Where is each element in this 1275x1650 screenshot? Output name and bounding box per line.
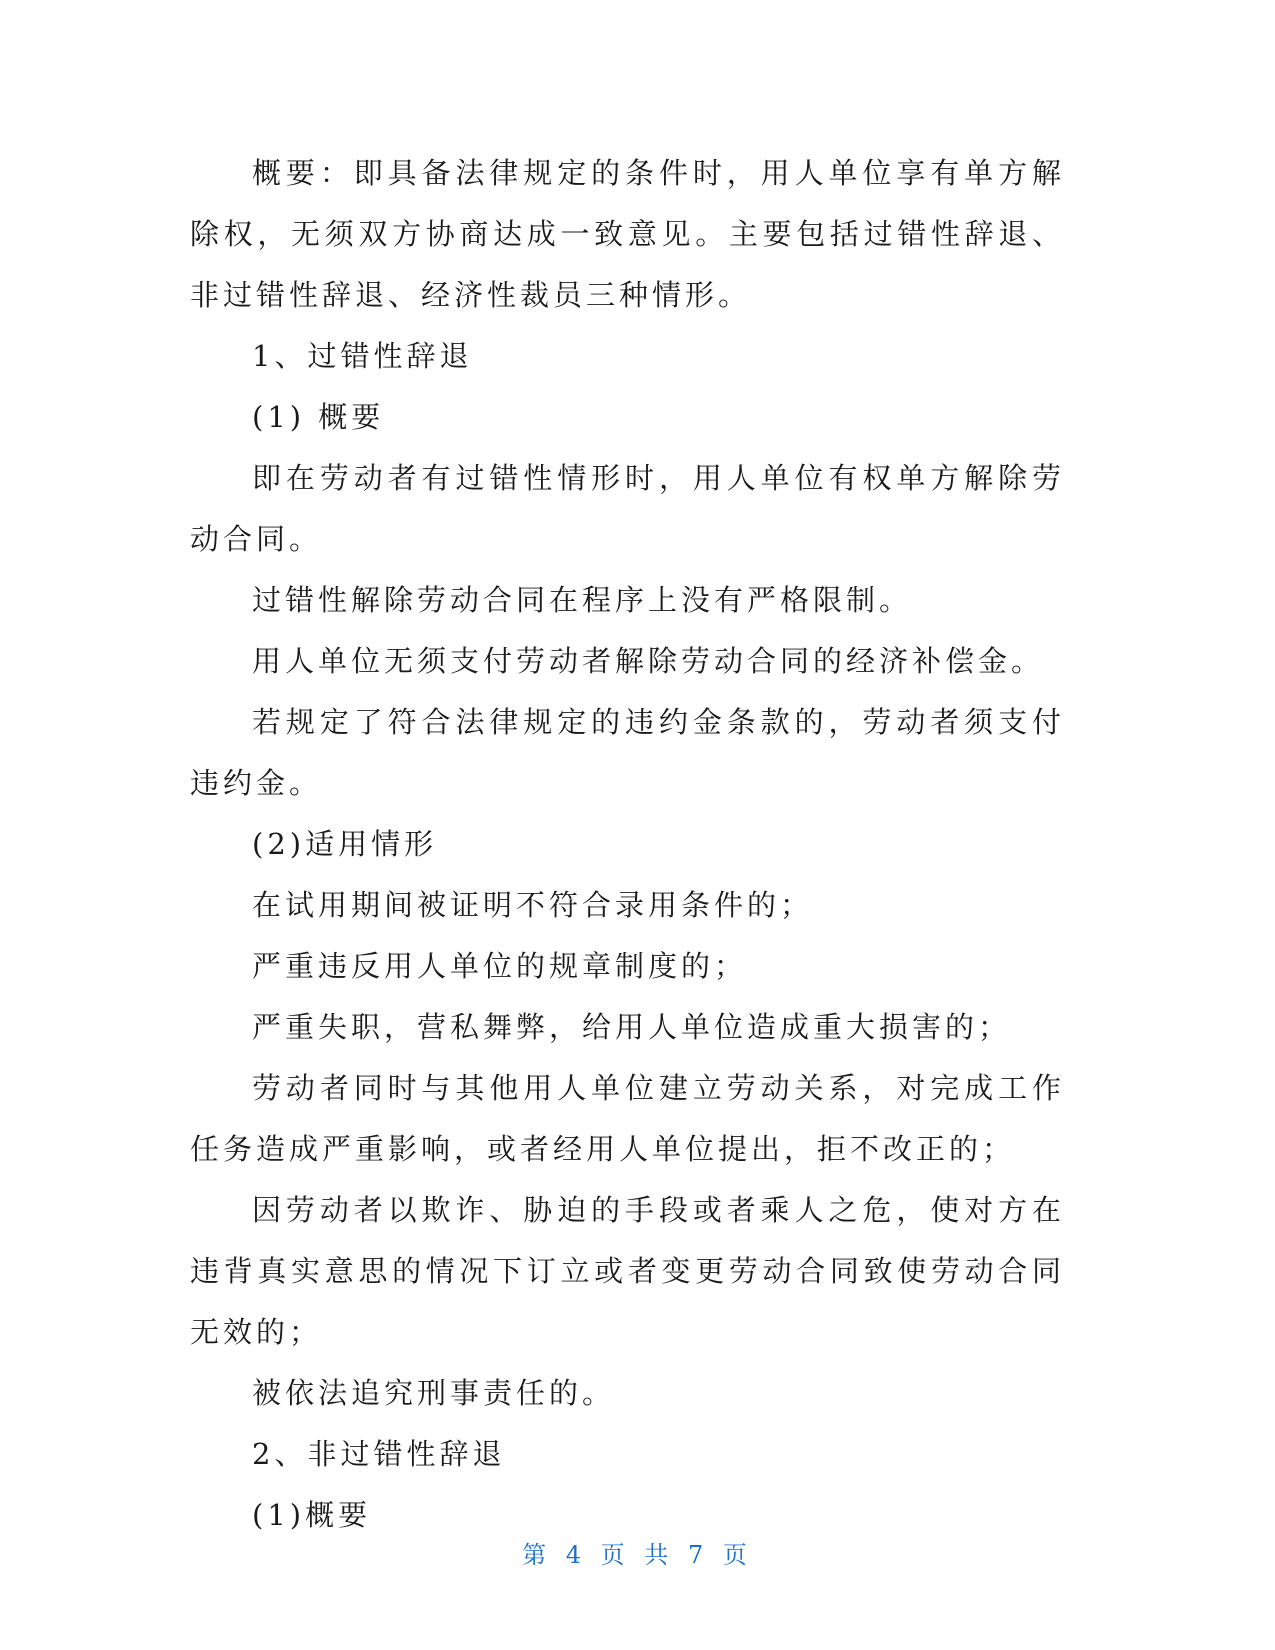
heading-fault-dismissal: 1、过错性辞退 bbox=[252, 339, 473, 373]
list-item-dual-employment: 劳动者同时与其他用人单位建立劳动关系，对完成工作任务造成严重影响，或者经用人单位提出，拒不改正的； bbox=[190, 1071, 1065, 1166]
list-item-probation: 在试用期间被证明不符合录用条件的； bbox=[252, 888, 814, 922]
paragraph-penalty: 若规定了符合法律规定的违约金条款的，劳动者须支付违约金。 bbox=[190, 705, 1065, 800]
paragraph-fault-definition: 即在劳动者有过错性情形时，用人单位有权单方解除劳动合同。 bbox=[190, 461, 1065, 556]
subheading-overview-2: (1)概要 bbox=[252, 1498, 372, 1532]
heading-non-fault-dismissal: 2、非过错性辞退 bbox=[252, 1437, 506, 1471]
paragraph-overview: 概要：即具备法律规定的条件时，用人单位享有单方解除权，无须双方协商达成一致意见。主要包括过错性辞退、非过错性辞退、经济性裁员三种情形。 bbox=[190, 156, 1065, 312]
list-item-criminal: 被依法追究刑事责任的。 bbox=[252, 1376, 616, 1410]
list-item-fraud: 因劳动者以欺诈、胁迫的手段或者乘人之危，使对方在违背真实意思的情况下订立或者变更劳动合同致使劳动合同无效的； bbox=[190, 1193, 1065, 1349]
subheading-overview-1: (1) 概要 bbox=[252, 400, 385, 434]
list-item-dereliction: 严重失职，营私舞弊，给用人单位造成重大损害的； bbox=[252, 1010, 1012, 1044]
document-body bbox=[190, 143, 1065, 1546]
page-number-footer: 第 4 页 共 7 页 bbox=[522, 1541, 753, 1569]
subheading-applicable-cases: (2)适用情形 bbox=[252, 827, 438, 861]
list-item-rule-violation: 严重违反用人单位的规章制度的； bbox=[252, 949, 748, 983]
paragraph-compensation: 用人单位无须支付劳动者解除劳动合同的经济补偿金。 bbox=[252, 644, 1045, 678]
paragraph-procedure: 过错性解除劳动合同在程序上没有严格限制。 bbox=[252, 583, 913, 617]
